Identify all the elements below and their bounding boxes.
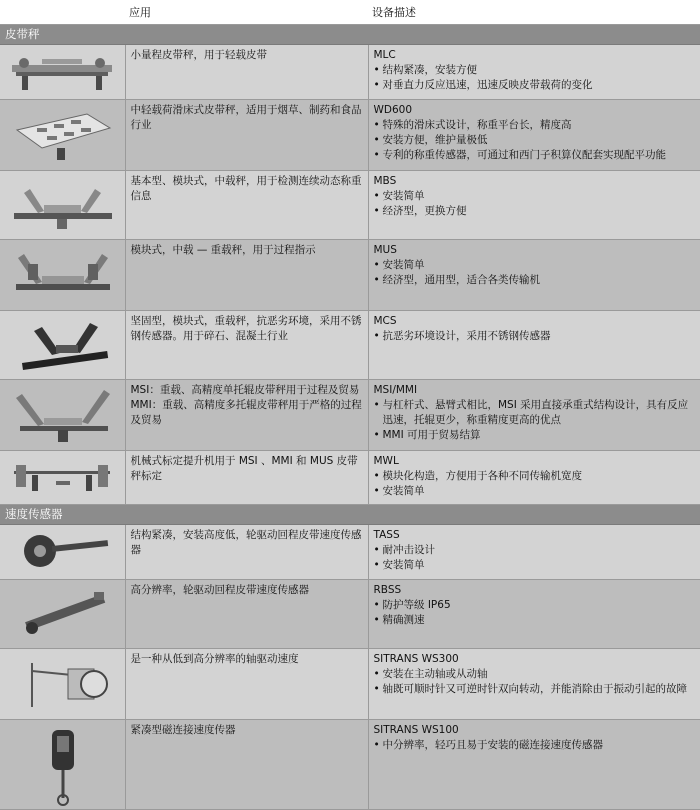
feature-item: • 防护等级 IP65	[374, 598, 696, 613]
application-cell: MSI：重载、高精度单托辊皮带秤用于过程及贸易 MMI：重载、高精度多托辊皮带秤用于严格的过程及贸易	[125, 380, 368, 451]
model-name: SITRANS WS100	[373, 724, 459, 736]
application-cell: 机械式标定提升机用于 MSI 、MMI 和 MUS 皮带秤标定	[125, 451, 368, 505]
product-image-mlc	[0, 45, 125, 100]
table-row	[0, 240, 700, 311]
feature-item: • MMI 可用于贸易结算	[374, 428, 696, 443]
feature-item: • 对垂直力反应迅速，迅速反映皮带载荷的变化	[374, 78, 696, 93]
feature-item: • 经济型，更换方便	[374, 204, 696, 219]
feature-item: • 轴既可顺时针又可逆时针双向转动，并能消除由于振动引起的故障	[374, 682, 696, 697]
feature-item: • 安装简单	[374, 484, 696, 499]
feature-item: • 特殊的滑床式设计，称重平台长，精度高	[374, 118, 696, 133]
application-cell: 高分辨率，轮驱动回程皮带速度传感器	[125, 580, 368, 649]
description-cell	[368, 100, 700, 171]
product-image-mwl	[0, 451, 125, 505]
model-name: RBSS	[373, 584, 402, 596]
section-belt-scales	[0, 25, 700, 45]
application-cell: 紧凑型磁连接速度传器	[125, 720, 368, 810]
product-image-rbss	[0, 580, 125, 649]
feature-item: • 抗恶劣环境设计，采用不锈钢传感器	[374, 329, 696, 344]
model-name: MBS	[373, 175, 397, 187]
product-image-wd600	[0, 100, 125, 171]
section-title: 皮带秤	[0, 25, 700, 45]
model-name: TASS	[373, 529, 400, 541]
image-header	[0, 0, 125, 25]
feature-item: • 中分辨率，轻巧且易于安装的磁连接速度传感器	[374, 738, 696, 753]
application-header: 应用	[125, 0, 368, 25]
product-image-ws100	[0, 720, 125, 810]
description-cell	[368, 649, 700, 720]
model-name: MSI/MMI	[373, 384, 418, 396]
description-cell	[368, 311, 700, 380]
application-cell: 小量程皮带秤，用于轻载皮带	[125, 45, 368, 100]
application-cell: 是一种从低到高分辨率的轴驱动速度	[125, 649, 368, 720]
application-cell: 中轻载荷滑床式皮带秤，适用于烟草、制药和食品行业	[125, 100, 368, 171]
model-name: MUS	[373, 244, 397, 256]
model-name: MCS	[373, 315, 397, 327]
product-image-mbs	[0, 171, 125, 240]
model-name: WD600	[373, 104, 413, 116]
feature-item: • 安装简单	[374, 258, 696, 273]
product-image-mus	[0, 240, 125, 311]
feature-item: • 与杠杆式、悬臂式相比，MSI 采用直接承重式结构设计，具有反应迅速，托辊更少，称重精度更高的优点	[374, 398, 696, 428]
feature-item: • 安装方便，维护量极低	[374, 133, 696, 148]
model-name: MLC	[373, 49, 396, 61]
description-cell	[368, 171, 700, 240]
product-image-msi-mmi	[0, 380, 125, 451]
description-header: 设备描述	[368, 0, 700, 25]
table-row	[0, 45, 700, 100]
application-cell: 坚固型，模块式，重载秤，抗恶劣环境，采用不锈钢传感器。用于碎石、混凝土行业	[125, 311, 368, 380]
section-speed-sensors	[0, 505, 700, 525]
feature-item: • 经济型，通用型，适合各类传输机	[374, 273, 696, 288]
product-image-mcs	[0, 311, 125, 380]
product-image-ws300	[0, 649, 125, 720]
table-row	[0, 580, 700, 649]
description-cell	[368, 240, 700, 311]
description-cell	[368, 525, 700, 580]
header-row	[0, 0, 700, 25]
description-cell	[368, 580, 700, 649]
description-cell	[368, 451, 700, 505]
model-name: SITRANS WS300	[373, 653, 459, 665]
application-cell: 基本型、模块式，中载秤，用于检测连续动态称重信息	[125, 171, 368, 240]
description-cell	[368, 45, 700, 100]
feature-item: • 模块化构造，方便用于各种不同传输机宽度	[374, 469, 696, 484]
section-title: 速度传感器	[0, 505, 700, 525]
table-row	[0, 525, 700, 580]
table-row	[0, 380, 700, 451]
table-row	[0, 100, 700, 171]
table-row	[0, 720, 700, 810]
table-row	[0, 311, 700, 380]
description-cell	[368, 720, 700, 810]
application-cell: 结构紧凑，安装高度低，轮驱动回程皮带速度传感器	[125, 525, 368, 580]
table-row	[0, 451, 700, 505]
feature-item: • 专利的称重传感器，可通过和西门子积算仪配套实现配平功能	[374, 148, 696, 163]
table-row	[0, 171, 700, 240]
feature-item: • 安装简单	[374, 558, 696, 573]
application-cell: 模块式，中载 — 重载秤，用于过程指示	[125, 240, 368, 311]
description-cell	[368, 380, 700, 451]
feature-item: • 耐冲击设计	[374, 543, 696, 558]
feature-item: • 安装在主动轴或从动轴	[374, 667, 696, 682]
product-image-tass	[0, 525, 125, 580]
table-row	[0, 649, 700, 720]
feature-item: • 结构紧凑，安装方便	[374, 63, 696, 78]
model-name: MWL	[373, 455, 399, 467]
feature-item: • 安装简单	[374, 189, 696, 204]
feature-item: • 精确测速	[374, 613, 696, 628]
